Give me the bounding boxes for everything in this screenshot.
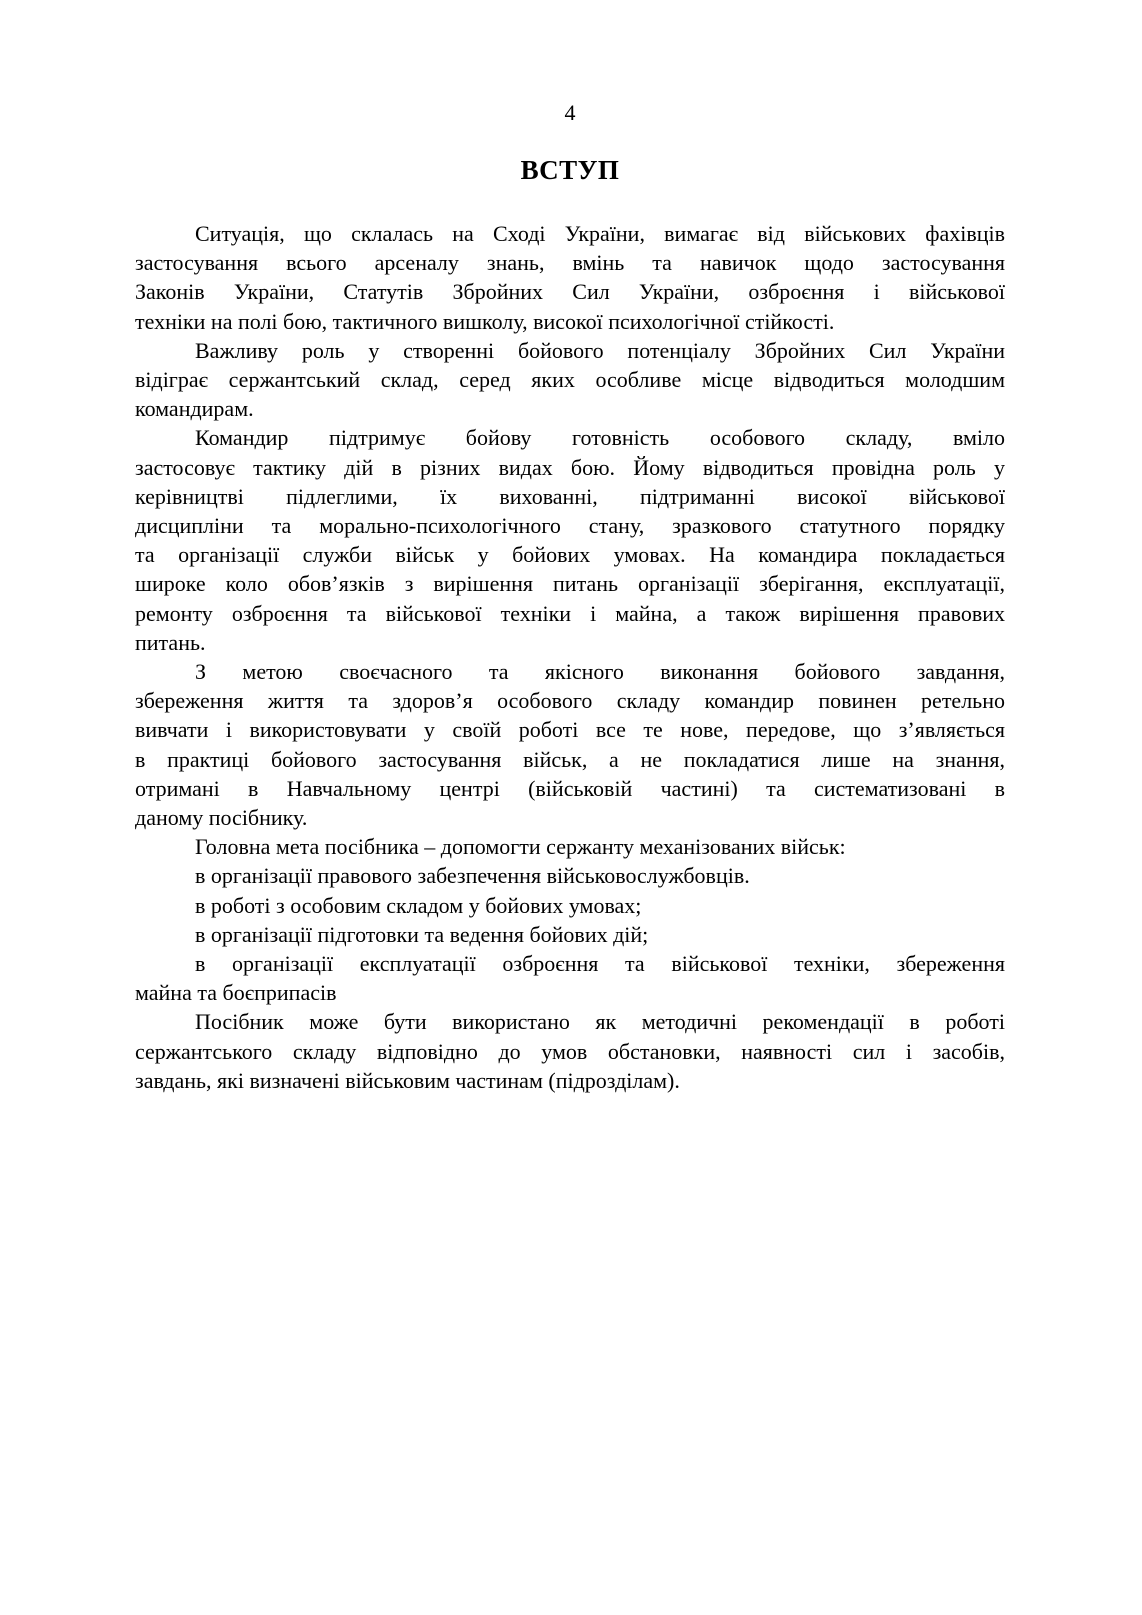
text-line: в практиці бойового застосування військ, а не покладатися лише на знання, <box>135 746 1005 772</box>
text-line: командирам. <box>135 396 254 422</box>
text-line: даному посібнику. <box>135 805 308 831</box>
text-line: завдань, які визначені військовим частинам (підрозділам). <box>135 1067 680 1093</box>
text-line: в роботі з особовим складом у бойових умовах; <box>195 892 642 918</box>
text-line: в організації експлуатації озброєння та військової техніки, збереження <box>195 951 1005 977</box>
text-line: Командир підтримує бойову готовність особового складу, вміло <box>195 425 1005 451</box>
text-line: сержантського складу відповідно до умов обстановки, наявності сил і засобів, <box>135 1038 1005 1064</box>
text-line: техніки на полі бою, тактичного вишколу, високої психологічної стійкості. <box>135 308 835 334</box>
text-line: збереження життя та здоров’я особового складу командир повинен ретельно <box>135 688 1005 714</box>
text-line: ремонту озброєння та військової техніки і майна, а також вирішення правових <box>135 600 1005 626</box>
text-line: Головна мета посібника – допомогти сержанту механізованих військ: <box>195 834 846 860</box>
text-line: Важливу роль у створенні бойового потенціалу Збройних Сил України <box>195 337 1005 363</box>
text-line: вивчати і використовувати у своїй роботі все те нове, передове, що з’являється <box>135 717 1005 743</box>
text-line: застосовує тактику дій в різних видах бою. Йому відводиться провідна роль у <box>135 454 1005 480</box>
text-line: майна та боєприпасів <box>135 980 337 1006</box>
text-line: широке коло обов’язків з вирішення питань організації зберігання, експлуатації, <box>135 571 1005 597</box>
page-title: ВСТУП <box>520 155 620 185</box>
text-line: дисципліни та морально-психологічного стану, зразкового статутного порядку <box>135 513 1005 539</box>
page-number: 4 <box>564 100 576 125</box>
text-line: керівництві підлеглими, їх вихованні, підтриманні високої військової <box>135 483 1005 509</box>
text-line: Ситуація, що склалась на Сході України, вимагає від військових фахівців <box>195 221 1005 246</box>
text-line: та організації служби військ у бойових умовах. На командира покладається <box>135 542 1005 568</box>
text-line: питань. <box>135 629 206 655</box>
text-line: в організації підготовки та ведення бойових дій; <box>195 921 649 947</box>
text-line: З метою своєчасного та якісного виконання бойового завдання, <box>195 659 1005 685</box>
text-line: відіграє сержантський склад, серед яких особливе місце відводиться молодшим <box>135 367 1005 393</box>
text-line: застосування всього арсеналу знань, вмінь та навичок щодо застосування <box>135 250 1005 276</box>
document-body <box>135 219 1005 1095</box>
text-line: в організації правового забезпечення військовослужбовців. <box>195 863 750 889</box>
text-line: Законів України, Статутів Збройних Сил України, озброєння і військової <box>135 279 1005 305</box>
text-line: отримані в Навчальному центрі (військовій частині) та систематизовані в <box>135 775 1005 801</box>
text-line: Посібник може бути використано як методичні рекомендації в роботі <box>195 1009 1005 1035</box>
